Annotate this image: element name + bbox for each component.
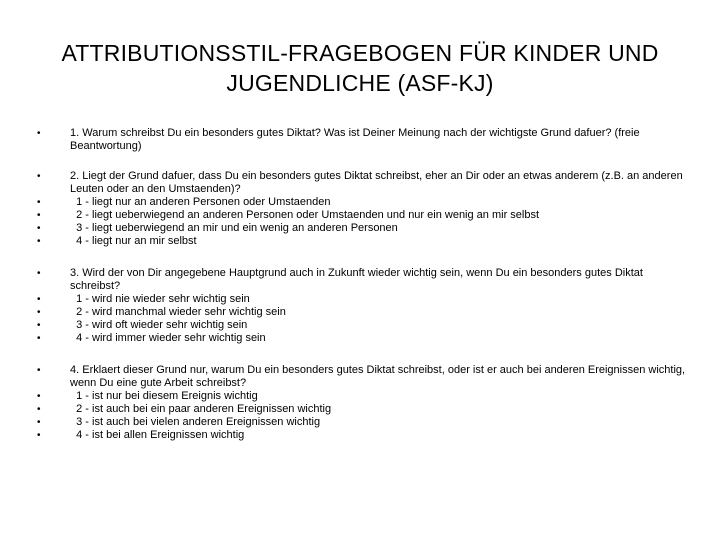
bullet-icon: •	[37, 307, 41, 318]
question-3-text: 3. Wird der von Dir angegebene Hauptgrund auch in Zukunft wieder wichtig sein, wenn Du ein besonders gutes Diktat schreibst?	[70, 267, 646, 292]
list-item-q4	[0, 364, 720, 390]
option-text	[70, 416, 690, 429]
bullet-icon: •	[37, 404, 41, 415]
q3-option-4-label: 4 - wird immer wieder sehr wichtig sein	[76, 332, 266, 344]
list-item-q2-option-3	[0, 222, 720, 235]
question-list	[0, 127, 720, 442]
q2-option-2-label: 2 - liegt ueberwiegend an anderen Personen oder Umstaenden und nur ein wenig an mir selbst	[76, 209, 540, 221]
option-text	[70, 209, 690, 222]
option-text	[70, 196, 690, 209]
option-text	[70, 429, 690, 442]
list-item-q3	[0, 267, 720, 293]
list-item-q3-option-4	[0, 332, 720, 345]
q2-option-3-label: 3 - liegt ueberwiegend an mir und ein wenig an anderen Personen	[76, 222, 398, 234]
q3-option-1-label: 1 - wird nie wieder sehr wichtig sein	[76, 293, 250, 305]
option-text	[70, 390, 690, 403]
q4-option-3-label: 3 - ist auch bei vielen anderen Ereignissen wichtig	[76, 416, 321, 428]
list-item-q3-option-3	[0, 319, 720, 332]
question-1-text: 1. Warum schreibst Du ein besonders gutes Diktat? Was ist Deiner Meinung nach der wichtigste Grund dafuer? (freie Beantwortung)	[70, 127, 643, 152]
bullet-icon: •	[37, 365, 41, 376]
option-text	[70, 319, 690, 332]
q3-option-2-label: 2 - wird manchmal wieder sehr wichtig sein	[76, 306, 286, 318]
option-text	[70, 235, 690, 248]
option-text	[70, 222, 690, 235]
bullet-icon: •	[37, 268, 41, 279]
bullet-icon: •	[37, 417, 41, 428]
question-2-text: 2. Liegt der Grund dafuer, dass Du ein besonders gutes Diktat schreibst, eher an Dir oder an etwas anderem (z.B. an anderen Leuten oder an den Umstaenden)?	[70, 170, 686, 195]
bullet-icon: •	[37, 391, 41, 402]
bullet-icon: •	[37, 197, 41, 208]
q4-option-1-label: 1 - ist nur bei diesem Ereignis wichtig	[76, 390, 258, 402]
q4-option-4-label: 4 - ist bei allen Ereignissen wichtig	[76, 429, 245, 441]
list-item-q2	[0, 170, 720, 196]
list-item-q3-option-2	[0, 306, 720, 319]
title-line-2: JUGENDLICHE (ASF-KJ)	[226, 70, 494, 96]
bullet-icon: •	[37, 171, 41, 182]
q3-option-3-label: 3 - wird oft wieder sehr wichtig sein	[76, 319, 248, 331]
bullet-icon: •	[37, 333, 41, 344]
q2-option-4-label: 4 - liegt nur an mir selbst	[76, 235, 197, 247]
bullet-icon: •	[37, 430, 41, 441]
q2-option-1-label: 1 - liegt nur an anderen Personen oder Umstaenden	[76, 196, 331, 208]
list-item-q2-option-1	[0, 196, 720, 209]
list-item-q1	[0, 127, 720, 153]
page-title	[30, 38, 690, 98]
option-text	[70, 332, 690, 345]
bullet-icon: •	[37, 320, 41, 331]
option-text	[70, 306, 690, 319]
option-text	[70, 293, 690, 306]
title-line-1: ATTRIBUTIONSSTIL-FRAGEBOGEN FÜR KINDER UND	[61, 40, 659, 66]
bullet-icon: •	[37, 128, 41, 139]
bullet-icon: •	[37, 223, 41, 234]
question-4-text: 4. Erklaert dieser Grund nur, warum Du ein besonders gutes Diktat schreibst, oder ist er auch bei anderen Ereignissen wichtig, wenn Du eine gute Arbeit schreibst?	[70, 364, 689, 389]
bullet-icon: •	[37, 294, 41, 305]
list-item-q2-option-4	[0, 235, 720, 248]
list-item-q4-option-3	[0, 416, 720, 429]
q4-option-2-label: 2 - ist auch bei ein paar anderen Ereignissen wichtig	[76, 403, 332, 415]
bullet-icon: •	[37, 236, 41, 247]
list-item-q4-option-1	[0, 390, 720, 403]
list-item-q4-option-2	[0, 403, 720, 416]
list-item-q2-option-2	[0, 209, 720, 222]
list-item-q4-option-4	[0, 429, 720, 442]
option-text	[70, 403, 690, 416]
list-item-q3-option-1	[0, 293, 720, 306]
bullet-icon: •	[37, 210, 41, 221]
